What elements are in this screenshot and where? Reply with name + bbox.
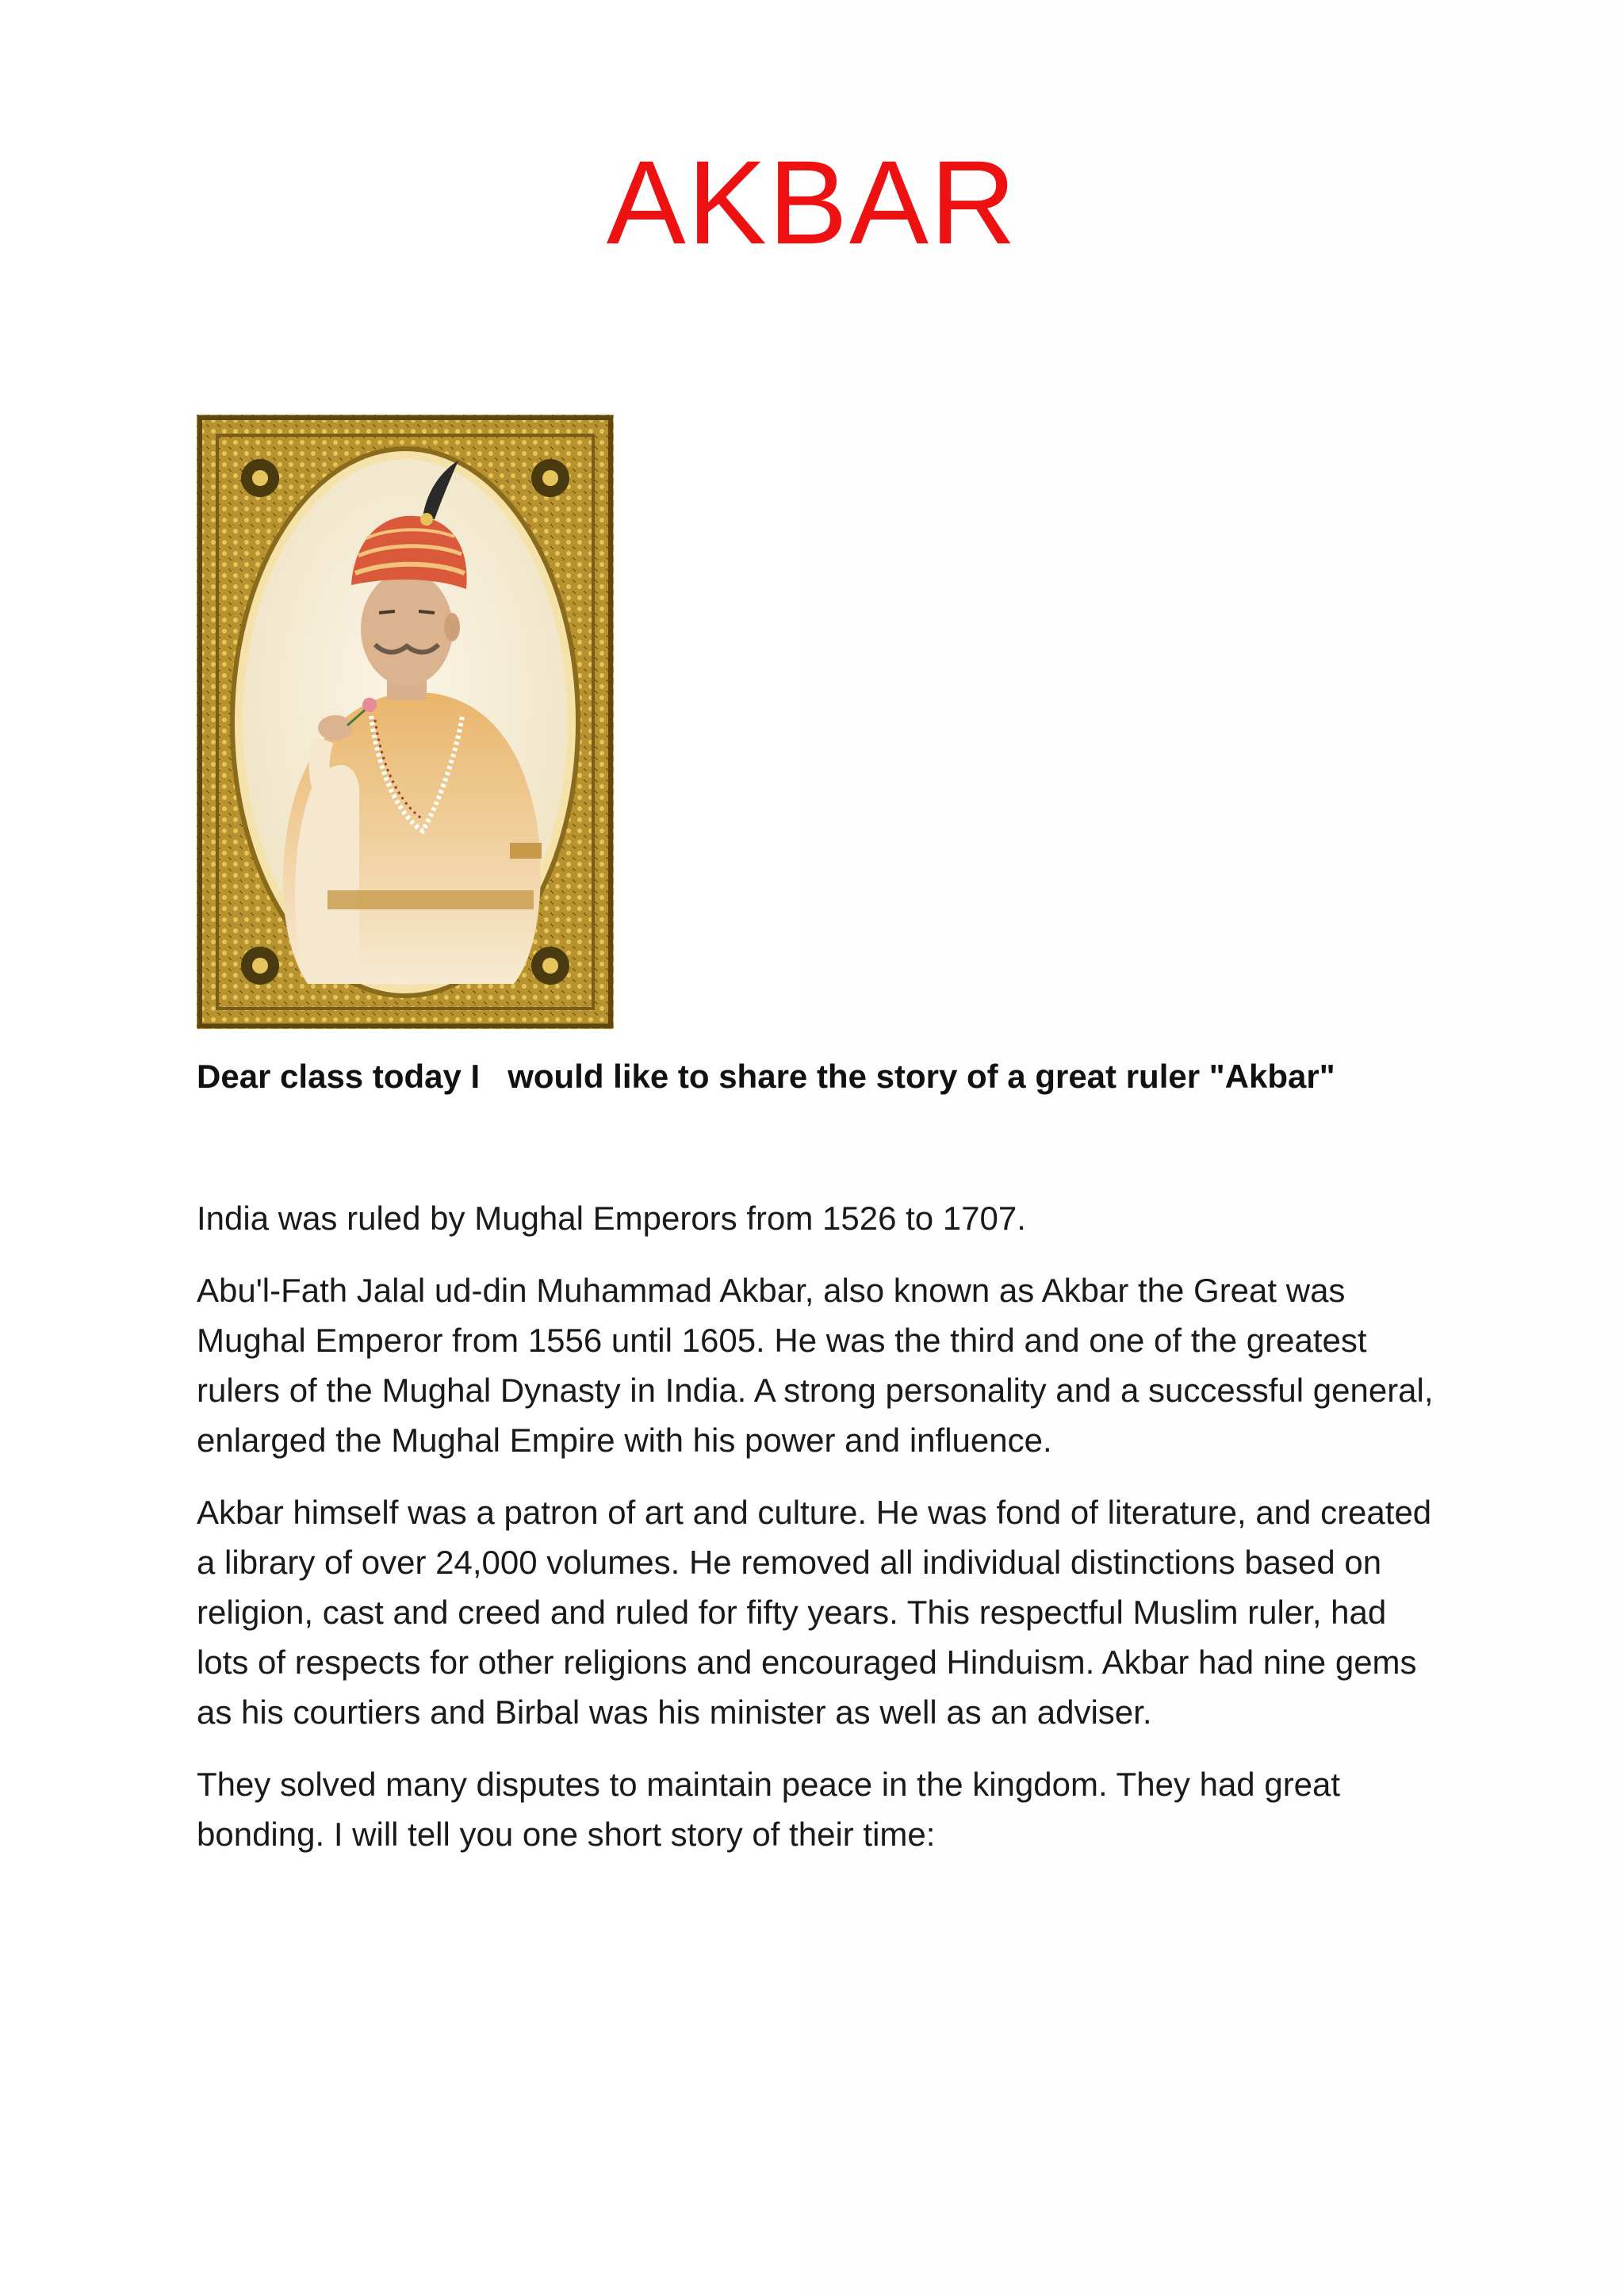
paragraph-akbar-bio: Abu'l-Fath Jalal ud-din Muhammad Akbar, also known as Akbar the Great was Mughal Emperor from 1556 until 1605. He was the third and one of the greatest rulers of the Mughal Dynasty in India. A strong personality and a successful general, enlarged the Mughal Empire with his power and influence. <box>197 1272 1434 1459</box>
akbar-portrait-icon <box>197 415 614 1029</box>
intro-heading: Dear class today I would like to share the story of a great ruler "Akbar" <box>197 1058 1335 1095</box>
page-title: AKBAR <box>606 136 1018 269</box>
paragraph-mughal-period: India was ruled by Mughal Emperors from 1526 to 1707. <box>197 1200 1026 1237</box>
paragraph-story-lead: They solved many disputes to maintain peace in the kingdom. They had great bonding. I will tell you one short story of their time: <box>197 1766 1341 1853</box>
body-text <box>197 1193 1434 1881</box>
paragraph-patron-of-arts: Akbar himself was a patron of art and culture. He was fond of literature, and created a library of over 24,000 volumes. He removed all individual distinctions based on religion, cast and creed and ruled for fifty years. This respectful Muslim ruler, had lots of respects for other religions and encouraged Hinduism. Akbar had nine gems as his courtiers and Birbal was his minister as well as an adviser. <box>197 1494 1432 1731</box>
